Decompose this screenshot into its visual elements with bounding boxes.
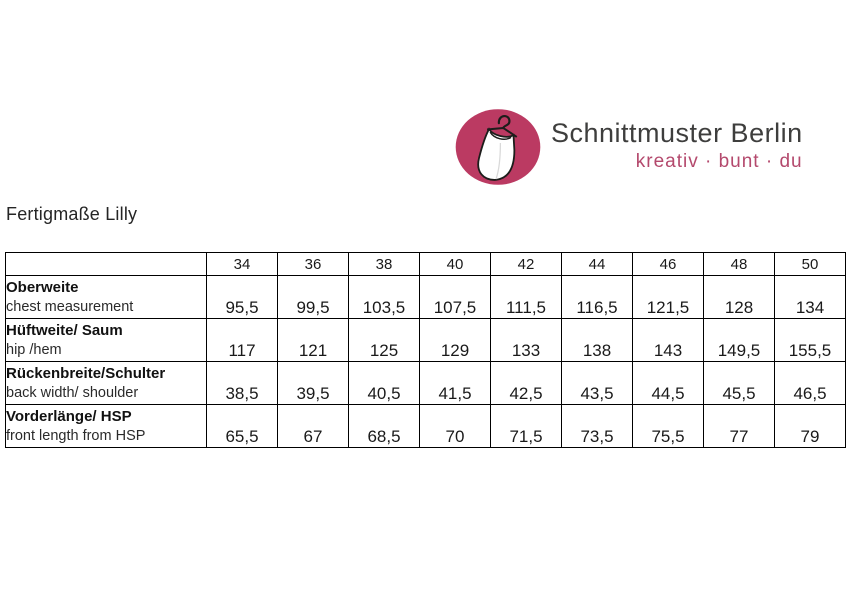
measurement-label-en: front length from HSP bbox=[6, 427, 146, 444]
size-value-cell: 75,5 bbox=[633, 405, 704, 448]
size-value-cell: 67 bbox=[278, 405, 349, 448]
measurement-label-en: back width/ shoulder bbox=[6, 384, 139, 401]
table-row bbox=[6, 319, 846, 362]
brand-logo bbox=[453, 104, 803, 190]
size-value-cell: 73,5 bbox=[562, 405, 633, 448]
dress-on-hanger-icon bbox=[453, 104, 543, 190]
size-column-header: 44 bbox=[562, 253, 633, 276]
size-value-cell: 149,5 bbox=[704, 319, 775, 362]
size-value-cell: 41,5 bbox=[420, 362, 491, 405]
measurement-label-de: Rückenbreite/Schulter bbox=[6, 364, 166, 382]
logo-text bbox=[551, 118, 803, 174]
size-column-header: 48 bbox=[704, 253, 775, 276]
size-value-cell: 77 bbox=[704, 405, 775, 448]
size-value-cell: 45,5 bbox=[704, 362, 775, 405]
size-value-cell: 116,5 bbox=[562, 276, 633, 319]
size-column-header: 42 bbox=[491, 253, 562, 276]
size-value-cell: 38,5 bbox=[207, 362, 278, 405]
measurement-label-cell bbox=[6, 362, 207, 405]
size-value-cell: 111,5 bbox=[491, 276, 562, 319]
size-column-header: 38 bbox=[349, 253, 420, 276]
size-value-cell: 129 bbox=[420, 319, 491, 362]
size-value-cell: 68,5 bbox=[349, 405, 420, 448]
size-value-cell: 79 bbox=[775, 405, 846, 448]
corner-cell bbox=[6, 253, 207, 276]
size-value-cell: 107,5 bbox=[420, 276, 491, 319]
measurement-label-en: chest measurement bbox=[6, 298, 134, 315]
size-value-cell: 65,5 bbox=[207, 405, 278, 448]
page-title: Fertigmaße Lilly bbox=[6, 204, 138, 224]
size-value-cell: 70 bbox=[420, 405, 491, 448]
size-value-cell: 43,5 bbox=[562, 362, 633, 405]
size-value-cell: 39,5 bbox=[278, 362, 349, 405]
size-value-cell: 125 bbox=[349, 319, 420, 362]
size-value-cell: 71,5 bbox=[491, 405, 562, 448]
measurement-label-en: hip /hem bbox=[6, 341, 62, 358]
brand-tagline: kreativ · bunt · du bbox=[635, 151, 803, 172]
size-value-cell: 121 bbox=[278, 319, 349, 362]
measurement-label-cell bbox=[6, 276, 207, 319]
measurement-label-de: Vorderlänge/ HSP bbox=[6, 407, 132, 425]
size-value-cell: 134 bbox=[775, 276, 846, 319]
size-column-header: 50 bbox=[775, 253, 846, 276]
measurement-label-de: Oberweite bbox=[6, 278, 79, 296]
measurement-label-de: Hüftweite/ Saum bbox=[6, 321, 123, 339]
size-column-header: 40 bbox=[420, 253, 491, 276]
size-column-header: 36 bbox=[278, 253, 349, 276]
brand-name: Schnittmuster Berlin bbox=[551, 118, 803, 148]
table-row bbox=[6, 362, 846, 405]
size-value-cell: 128 bbox=[704, 276, 775, 319]
size-value-cell: 46,5 bbox=[775, 362, 846, 405]
size-value-cell: 42,5 bbox=[491, 362, 562, 405]
size-column-header: 34 bbox=[207, 253, 278, 276]
size-table bbox=[5, 252, 846, 448]
size-column-header: 46 bbox=[633, 253, 704, 276]
table-row bbox=[6, 276, 846, 319]
size-value-cell: 99,5 bbox=[278, 276, 349, 319]
size-value-cell: 143 bbox=[633, 319, 704, 362]
size-value-cell: 121,5 bbox=[633, 276, 704, 319]
size-value-cell: 95,5 bbox=[207, 276, 278, 319]
measurement-label-cell bbox=[6, 405, 207, 448]
size-value-cell: 155,5 bbox=[775, 319, 846, 362]
size-value-cell: 138 bbox=[562, 319, 633, 362]
measurement-label-cell bbox=[6, 319, 207, 362]
table-row bbox=[6, 405, 846, 448]
size-value-cell: 117 bbox=[207, 319, 278, 362]
size-value-cell: 44,5 bbox=[633, 362, 704, 405]
size-table-container bbox=[5, 252, 846, 448]
size-value-cell: 40,5 bbox=[349, 362, 420, 405]
size-header-row bbox=[6, 253, 846, 276]
size-value-cell: 133 bbox=[491, 319, 562, 362]
size-value-cell: 103,5 bbox=[349, 276, 420, 319]
